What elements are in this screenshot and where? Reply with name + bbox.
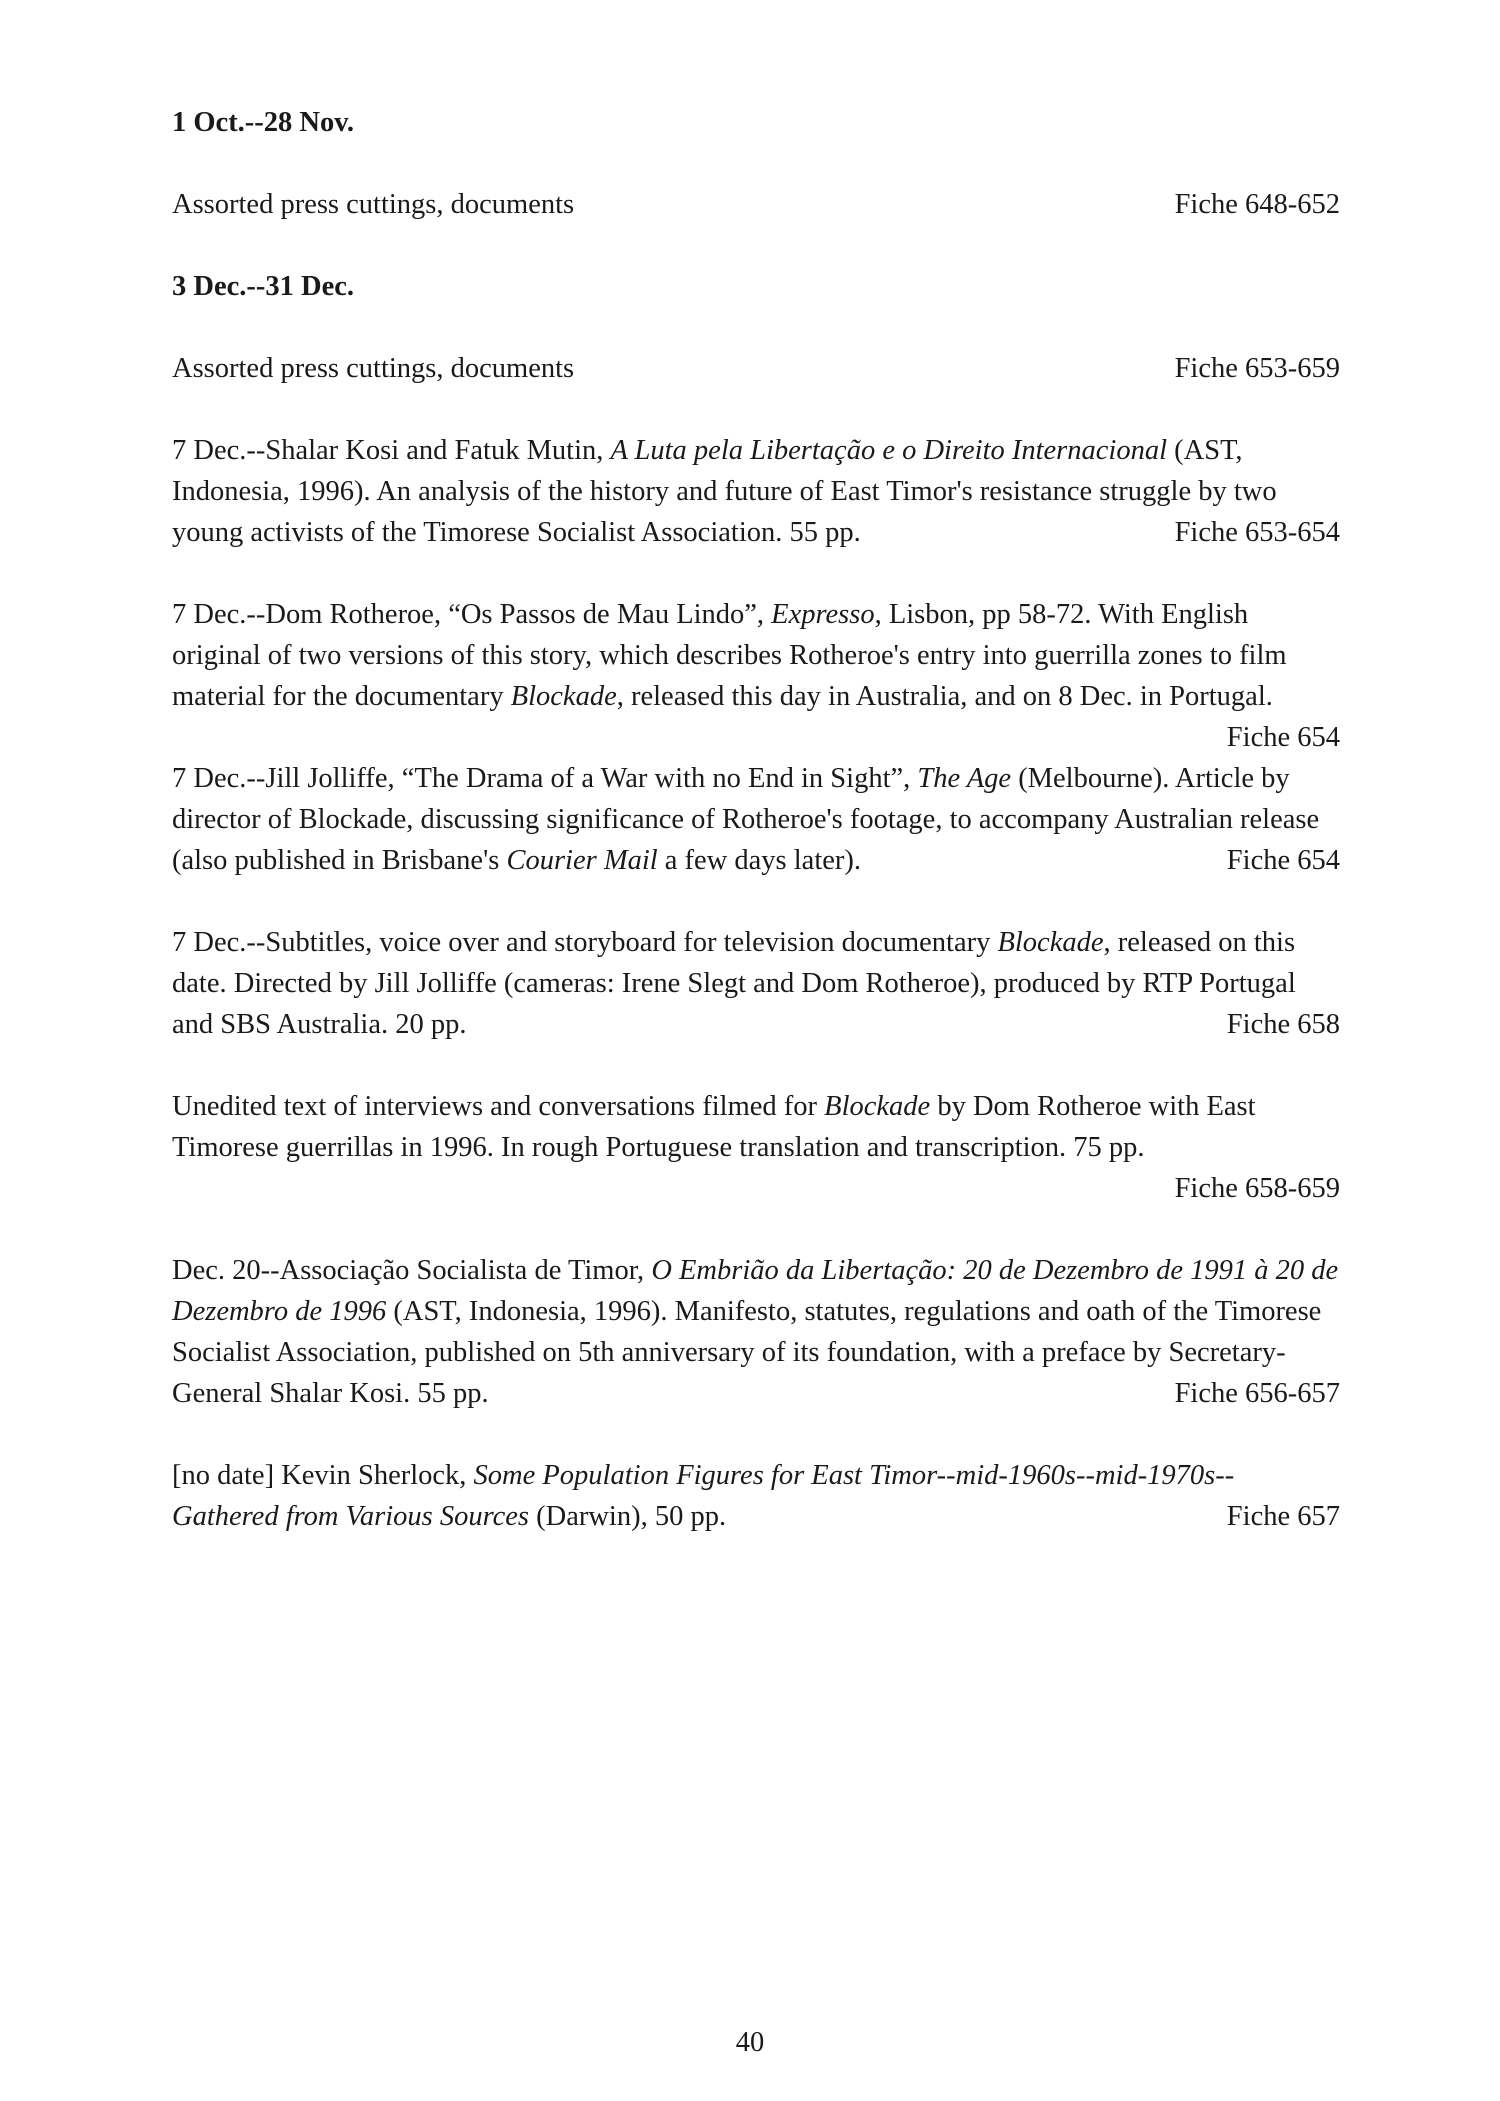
fiche-reference: Fiche 657 [1226,1501,1340,1532]
fiche-reference: Fiche 653-659 [1174,353,1340,384]
entry-text-part: (AST, Indonesia, 1996). An analysis of the history and future of East Timor's resistance struggle by two young activists of the Timorese Socialist Association. 55 pp. [172,435,1277,548]
fiche-reference: Fiche 648-652 [1174,189,1340,220]
section-item-row [172,184,1340,225]
entry-text-part: (Melbourne). Article by director of Blockade, discussing significance of Rotheroe's footage, to accompany Australian release (also published in Brisbane's [172,763,1320,876]
entry-text [172,1086,1340,1168]
bibliography-entry [172,922,1340,1045]
entry-title: Blockade [510,681,617,712]
document-page [172,102,1340,1537]
entry-text [172,1455,1340,1537]
entry-text [172,922,1340,1045]
entry-text-part: [no date] Kevin Sherlock, [172,1460,474,1491]
entry-text-part: Dec. 20--Associação Socialista de Timor, [172,1255,652,1286]
bibliography-entry [172,758,1340,881]
fiche-reference: Fiche 658-659 [1174,1173,1340,1204]
fiche-reference: Fiche 654 [1226,722,1340,753]
entry-title: Courier Mail [506,845,658,876]
entry-title: A Luta pela Libertação e o Direito Internacional [610,435,1168,466]
entry-text-part: , released on this date. Directed by Jill Jolliffe (cameras: Irene Slegt and Dom Rotheroe), produced by RTP Portugal and SBS Australia. 20 pp. [172,927,1296,1040]
bibliography-entry [172,1086,1340,1209]
section-item-text: Assorted press cuttings, documents [172,353,575,384]
fiche-reference: Fiche 653-654 [1174,517,1340,548]
entry-text-part: 7 Dec.--Shalar Kosi and Fatuk Mutin, [172,435,611,466]
fiche-reference: Fiche 658 [1226,1009,1340,1040]
entry-text-part: 7 Dec.--Subtitles, voice over and storyboard for television documentary [172,927,998,958]
entry-text [172,1250,1340,1414]
bibliography-entry [172,1250,1340,1414]
section-heading: 1 Oct.--28 Nov. [172,107,355,138]
section-item-row [172,348,1340,389]
entry-text [172,430,1340,553]
bibliography-entry [172,594,1340,753]
bibliography-entry [172,1455,1340,1537]
entry-text [172,758,1340,881]
entry-title: O Embrião da Libertação: 20 de Dezembro de 1991 à 20 de Dezembro de 1996 [172,1255,1339,1327]
entry-title: The Age [917,763,1012,794]
bibliography-entry [172,430,1340,553]
fiche-reference: Fiche 656-657 [1174,1378,1340,1409]
entry-text-part: 7 Dec.--Jill Jolliffe, “The Drama of a War with no End in Sight”, [172,763,918,794]
entry-title: Blockade [997,927,1104,958]
entry-text-part: 7 Dec.--Dom Rotheroe, “Os Passos de Mau Lindo”, [172,599,772,630]
entry-text-part: (Darwin), 50 pp. [529,1501,727,1532]
entry-text-part: (AST, Indonesia, 1996). Manifesto, statutes, regulations and oath of the Timorese Socialist Association, published on 5th anniversary of its foundation, with a preface by Secretary-General Shalar Kosi. 55 pp. [172,1296,1322,1409]
entry-text-part: a few days later). [657,845,862,876]
entry-text-part: , released this day in Australia, and on 8 Dec. in Portugal. [616,681,1273,712]
page-number: 40 [735,2027,765,2058]
section-heading: 3 Dec.--31 Dec. [172,271,354,302]
section-item-text: Assorted press cuttings, documents [172,189,575,220]
entry-title: Expresso [771,599,875,630]
fiche-reference: Fiche 654 [1226,845,1340,876]
entry-text-part: , Lisbon, pp 58-72. With English original of two versions of this story, which describes Rotheroe's entry into guerrilla zones to film material for the documentary [172,599,1287,712]
entry-text-part: by Dom Rotheroe with East Timorese guerrillas in 1996. In rough Portuguese translation and transcription. 75 pp. [172,1091,1256,1163]
entry-text [172,594,1340,753]
entry-title: Some Population Figures for East Timor--mid-1960s--mid-1970s--Gathered from Various Sources [172,1460,1235,1532]
entry-title: Blockade [824,1091,931,1122]
entry-text-part: Unedited text of interviews and conversations filmed for [172,1091,825,1122]
